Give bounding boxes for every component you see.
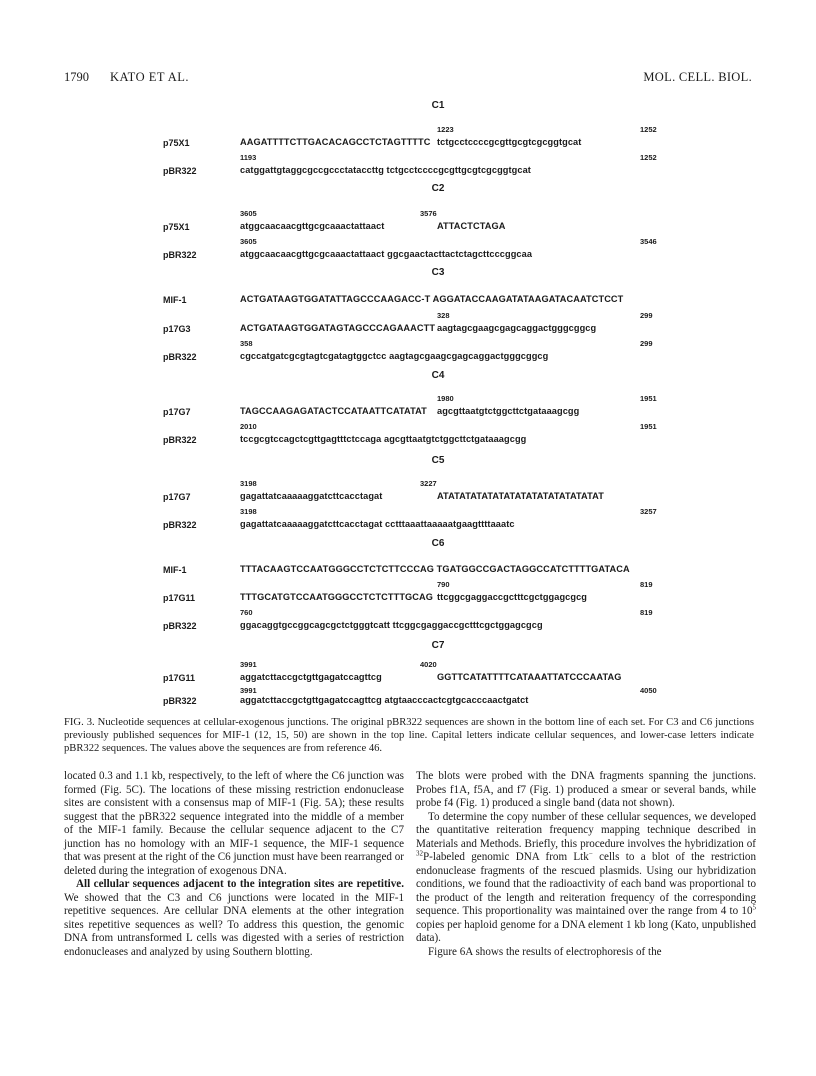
cellular-sequence: ACTGATAAGTGGATAGTAGCCCAGAAACTT — [240, 323, 436, 333]
text-run: P-labeled genomic DNA from Ltk — [423, 851, 589, 863]
journal-name: MOL. CELL. BIOL. — [643, 70, 752, 84]
position-number: 1193 — [240, 153, 257, 162]
right-column — [416, 770, 756, 959]
pbr322-sequence: tccgcgtccagctcgttgagtttctccaga agcgttaatgtctggcttctgataaagcgg — [240, 434, 527, 444]
superscript: 5 — [752, 903, 756, 912]
pbr322-sequence: aggatcttaccgctgttgagatccagttcg atgtaacccactcgtgcacccaactgatct — [240, 695, 529, 705]
sequence-label: pBR322 — [163, 520, 197, 530]
pbr322-sequence: tctgcctccccgcgttgcgtcgcggtgcat — [437, 137, 582, 147]
sequence-label: pBR322 — [163, 250, 197, 260]
position-number: 819 — [640, 580, 653, 589]
section-heading: All cellular sequences adjacent to the integration sites are repetitive. — [76, 878, 404, 890]
figure-caption: FIG. 3. Nucleotide sequences at cellular-exogenous junctions. The original pBR322 sequences are shown in the bottom line of each set. For C3 and C6 junctions previously published sequences for MIF-1 (12, 15, 50) are shown in the top line. Capital letters indicate cellular sequences, and lower-case letters indicate pBR322 sequences. The values above the sequences are from reference 46. — [64, 717, 754, 754]
paragraph — [64, 878, 404, 959]
cellular-sequence: TTTGCATGTCCAATGGGCCTCTCTTTGCAG — [240, 592, 434, 602]
sequence-label: MIF-1 — [163, 565, 187, 575]
set-title-c6: C6 — [431, 538, 445, 549]
sequence-label: p75X1 — [163, 138, 190, 148]
superscript: − — [588, 849, 593, 858]
text-run: To determine the copy number of these cellular sequences, we developed the quantitative reiteration frequency mapping technique described in Materials and Methods. Briefly, this procedure involves the hybridization of — [416, 810, 756, 850]
running-authors: KATO ET AL. — [110, 70, 189, 84]
cellular-sequence: AAGATTTTCTTGACACAGCCTCTAGTTTTC — [240, 137, 431, 147]
position-number: 819 — [640, 608, 653, 617]
cellular-sequence: GGTTCATATTTTCATAAATTATCCCAATAG — [437, 672, 622, 682]
text-run: cells to a blot of the restriction endonuclease fragments of the rescued plasmids. Using our hybridization conditions, we found that the radioactivity of each band was proportional to the product of the length and reiteration frequency of the corresponding sequence. This proportionality was maintained over the range from 4 to 10 — [416, 851, 756, 917]
pbr322-sequence: aggatcttaccgctgttgagatccagttcg — [240, 672, 382, 682]
position-number: 1252 — [640, 153, 657, 162]
sequence-label: pBR322 — [163, 435, 197, 445]
position-number: 3198 — [240, 507, 257, 516]
paragraph: located 0.3 and 1.1 kb, respectively, to the left of where the C6 junction was formed (Fig. 5C). The locations of these missing restriction endonuclease sites are consistent with a consensus map of MIF-1 (Fig. 5A); these results suggest that the pBR322 sequence integrated into the middle of a member of the MIF-1 family. Because the cellular sequence adjacent to the C7 junction has no homology with an MIF-1 sequence, the MIF-1 sequence that was present at the right of the C6 junction must have been rearranged or deleted during the integration of exogenous DNA. — [64, 770, 404, 877]
paragraph: Figure 6A shows the results of electrophoresis of the — [428, 945, 662, 958]
pbr322-sequence: catggattgtaggcgccgccctataccttg tctgcctccccgcgttgcgtcgcggtgcat — [240, 165, 531, 175]
set-title-c3: C3 — [431, 267, 445, 278]
position-number: 358 — [240, 339, 253, 348]
position-number: 760 — [240, 608, 253, 617]
pbr322-sequence: gagattatcaaaaaggatcttcacctagat cctttaaattaaaaatgaagttttaaatc — [240, 519, 515, 529]
position-number: 1223 — [437, 125, 454, 134]
cellular-sequence: TAGCCAAGAGATACTCCATAATTCATATAT — [240, 406, 427, 416]
mif1-sequence: TTTACAAGTCCAATGGGCCTCTCTTCCCAG TGATGGCCGACTAGGCCATCTTTTGATACA — [240, 564, 630, 574]
pbr322-sequence: aagtagcgaagcgagcaggactgggcggcg — [437, 323, 597, 333]
paragraph-body: We showed that the C3 and C6 junctions were located in the MIF-1 repetitive sequences. Are cellular DNA elements at the other integration sites repetitive sequences as well? To address this question, the genomic DNA from untransformed L cells was digested with a series of restriction endonucleases and analyzed by using Southern blotting. — [64, 891, 404, 958]
cellular-sequence: ATATATATATATATATATATATATATATAT — [437, 491, 604, 501]
sequence-label: p17G3 — [163, 324, 191, 334]
position-number: 790 — [437, 580, 450, 589]
left-column — [64, 770, 404, 959]
position-number: 299 — [640, 339, 653, 348]
position-number: 3605 — [240, 237, 257, 246]
set-title-c1: C1 — [431, 100, 445, 111]
position-number: 3257 — [640, 507, 657, 516]
position-number: 299 — [640, 311, 653, 320]
pbr322-sequence: ttcggcgaggaccgctttcgctggagcgcg — [437, 592, 588, 602]
position-number: 2010 — [240, 422, 257, 431]
position-number: 328 — [437, 311, 450, 320]
pbr322-sequence: ggacaggtgccggcagcgctctgggtcatt ttcggcgaggaccgctttcgctggagcgcg — [240, 620, 543, 630]
superscript: 32 — [416, 849, 423, 858]
mif1-sequence: ACTGATAAGTGGATATTAGCCCAAGACC-T AGGATACCAAGATATAAGATACAATCTCCT — [240, 294, 624, 304]
set-title-c4: C4 — [431, 370, 445, 381]
pbr322-sequence: agcgttaatgtctggcttctgataaagcgg — [437, 406, 580, 416]
sequence-label: p17G7 — [163, 492, 191, 502]
sequence-label: pBR322 — [163, 166, 197, 176]
position-number: 3546 — [640, 237, 657, 246]
sequence-label: p17G7 — [163, 407, 191, 417]
position-number: 4050 — [640, 686, 657, 695]
text-run: copies per haploid genome for a DNA element 1 kb long (Kato, unpublished data). — [416, 918, 756, 944]
page-number: 1790 — [64, 70, 89, 84]
pbr322-sequence: atggcaacaacgttgcgcaaactattaact ggcgaactacttactctagcttcccggcaa — [240, 249, 533, 259]
set-title-c7: C7 — [431, 640, 445, 651]
sequence-label: p17G11 — [163, 673, 196, 683]
sequence-label: pBR322 — [163, 621, 197, 631]
pbr322-sequence: cgccatgatcgcgtagtcgatagtggctcc aagtagcgaagcgagcaggactgggcggcg — [240, 351, 549, 361]
position-number: 3576 — [420, 209, 437, 218]
position-number: 3991 — [240, 660, 257, 669]
pbr322-sequence: atggcaacaacgttgcgcaaactattaact — [240, 221, 385, 231]
sequence-label: MIF-1 — [163, 295, 187, 305]
sequence-label: p17G11 — [163, 593, 196, 603]
set-title-c2: C2 — [431, 183, 445, 194]
position-number: 3198 — [240, 479, 257, 488]
cellular-sequence: ATTACTCTAGA — [437, 221, 506, 231]
sequence-label: pBR322 — [163, 352, 197, 362]
sequence-label: pBR322 — [163, 696, 197, 706]
paragraph — [416, 811, 756, 946]
position-number: 1252 — [640, 125, 657, 134]
paragraph: The blots were probed with the DNA fragments spanning the junctions. Probes f1A, f5A, and f7 (Fig. 1) produced a smear or several bands, while probe f4 (Fig. 1) produced a single band (data not shown). — [416, 770, 756, 809]
position-number: 1951 — [640, 394, 657, 403]
sequence-label: p75X1 — [163, 222, 190, 232]
set-title-c5: C5 — [431, 455, 445, 466]
position-number: 4020 — [420, 660, 437, 669]
pbr322-sequence: gagattatcaaaaaggatcttcacctagat — [240, 491, 383, 501]
position-number: 3991 — [240, 686, 257, 695]
position-number: 3227 — [420, 479, 437, 488]
position-number: 1951 — [640, 422, 657, 431]
position-number: 3605 — [240, 209, 257, 218]
position-number: 1980 — [437, 394, 454, 403]
